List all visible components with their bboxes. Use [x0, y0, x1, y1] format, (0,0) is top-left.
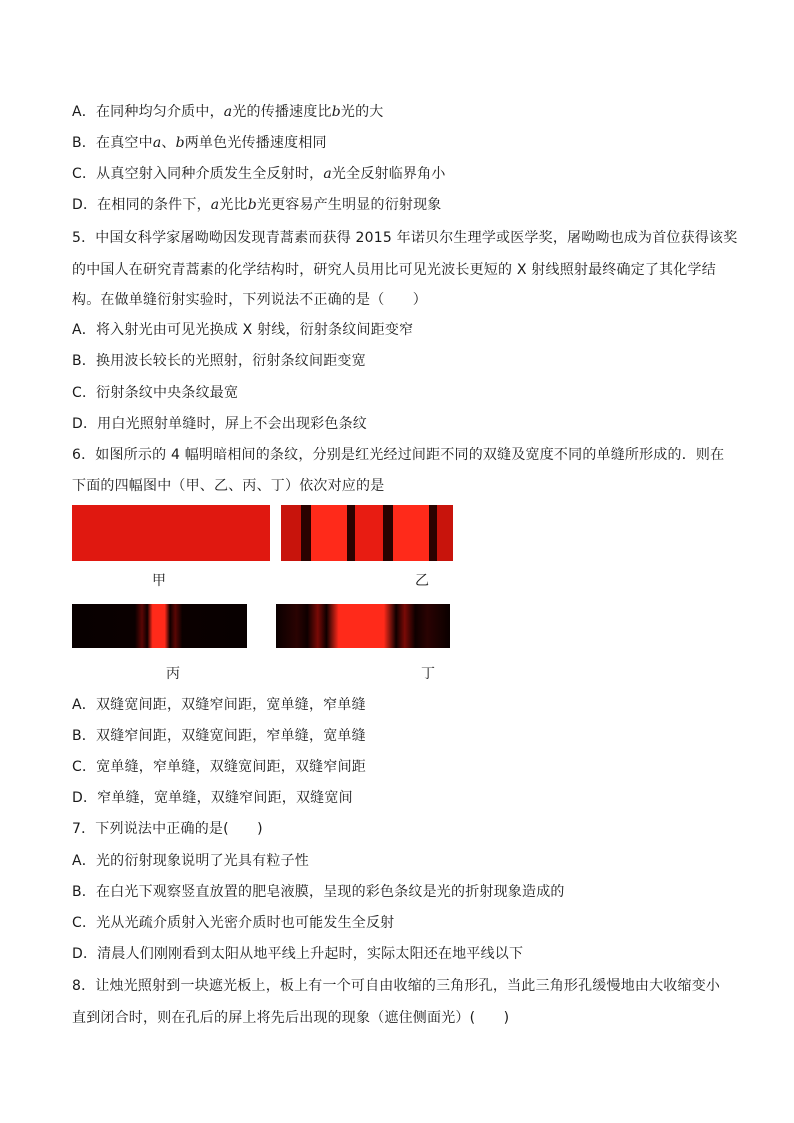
q5-option-c: C．衍射条纹中央条纹最宽 — [72, 385, 239, 401]
fringe-figure-ding — [276, 604, 450, 648]
q8-stem-line1: 8．让烛光照射到一块遮光板上，板上有一个可自由收缩的三角形孔，当此三角形孔缓慢地由大收缩变小 — [72, 978, 721, 994]
q4-option-c: C．从真空射入同种介质发生全反射时，a光全反射临界角小 — [72, 166, 446, 182]
caption-jia: 甲 — [152, 573, 166, 589]
q8-stem-line2: 直到闭合时，则在孔后的屏上将先后出现的现象（遮住侧面光）( ) — [72, 1010, 510, 1026]
fringe-figure-bing — [72, 604, 247, 648]
q6-option-b: B．双缝窄间距，双缝宽间距，窄单缝，宽单缝 — [72, 728, 366, 744]
q4-option-b: B．在真空中a、b两单色光传播速度相同 — [72, 135, 327, 151]
q6-option-c: C．宽单缝，窄单缝，双缝宽间距，双缝窄间距 — [72, 759, 366, 775]
q4-option-d: D．在相同的条件下，a光比b光更容易产生明显的衍射现象 — [72, 197, 442, 213]
q7-option-c: C．光从光疏介质射入光密介质时也可能发生全反射 — [72, 915, 395, 931]
q7-option-d: D．清晨人们刚刚看到太阳从地平线上升起时，实际太阳还在地平线以下 — [72, 946, 524, 962]
q6-option-a: A．双缝宽间距，双缝窄间距，宽单缝，窄单缝 — [72, 697, 366, 713]
caption-yi: 乙 — [415, 573, 429, 589]
fringe-figure-jia — [72, 505, 270, 561]
q5-option-d: D．用白光照射单缝时，屏上不会出现彩色条纹 — [72, 416, 367, 432]
q6-option-d: D．窄单缝，宽单缝，双缝窄间距，双缝宽间 — [72, 790, 353, 806]
q6-stem-line1: 6．如图所示的 4 幅明暗相间的条纹，分别是红光经过间距不同的双缝及宽度不同的单缝所形成的．则在 — [72, 447, 725, 463]
q5-option-b: B．换用波长较长的光照射，衍射条纹间距变宽 — [72, 353, 366, 369]
q7-option-b: B．在白光下观察竖直放置的肥皂液膜，呈现的彩色条纹是光的折射现象造成的 — [72, 884, 565, 900]
q7-option-a: A．光的衍射现象说明了光具有粒子性 — [72, 853, 309, 869]
q5-option-a: A．将入射光由可见光换成 X 射线，衍射条纹间距变窄 — [72, 322, 414, 338]
q6-stem-line2: 下面的四幅图中（甲、乙、丙、丁）依次对应的是 — [72, 478, 385, 494]
q5-stem-line3: 构。在做单缝衍射实验时，下列说法不正确的是（ ） — [72, 292, 427, 308]
caption-ding: 丁 — [421, 666, 435, 682]
q5-stem-line1: 5．中国女科学家屠呦呦因发现青蒿素而获得 2015 年诺贝尔生理学或医学奖，屠呦呦也成为首位获得该奖 — [72, 230, 738, 246]
fringe-figure-yi — [281, 505, 453, 561]
q5-stem-line2: 的中国人在研究青蒿素的化学结构时，研究人员用比可见光波长更短的 X 射线照射最终确定了其化学结 — [72, 262, 716, 278]
q7-stem: 7．下列说法中正确的是( ) — [72, 821, 263, 837]
q4-option-a: A．在同种均匀介质中，a光的传播速度比b光的大 — [72, 104, 384, 120]
caption-bing: 丙 — [166, 666, 180, 682]
